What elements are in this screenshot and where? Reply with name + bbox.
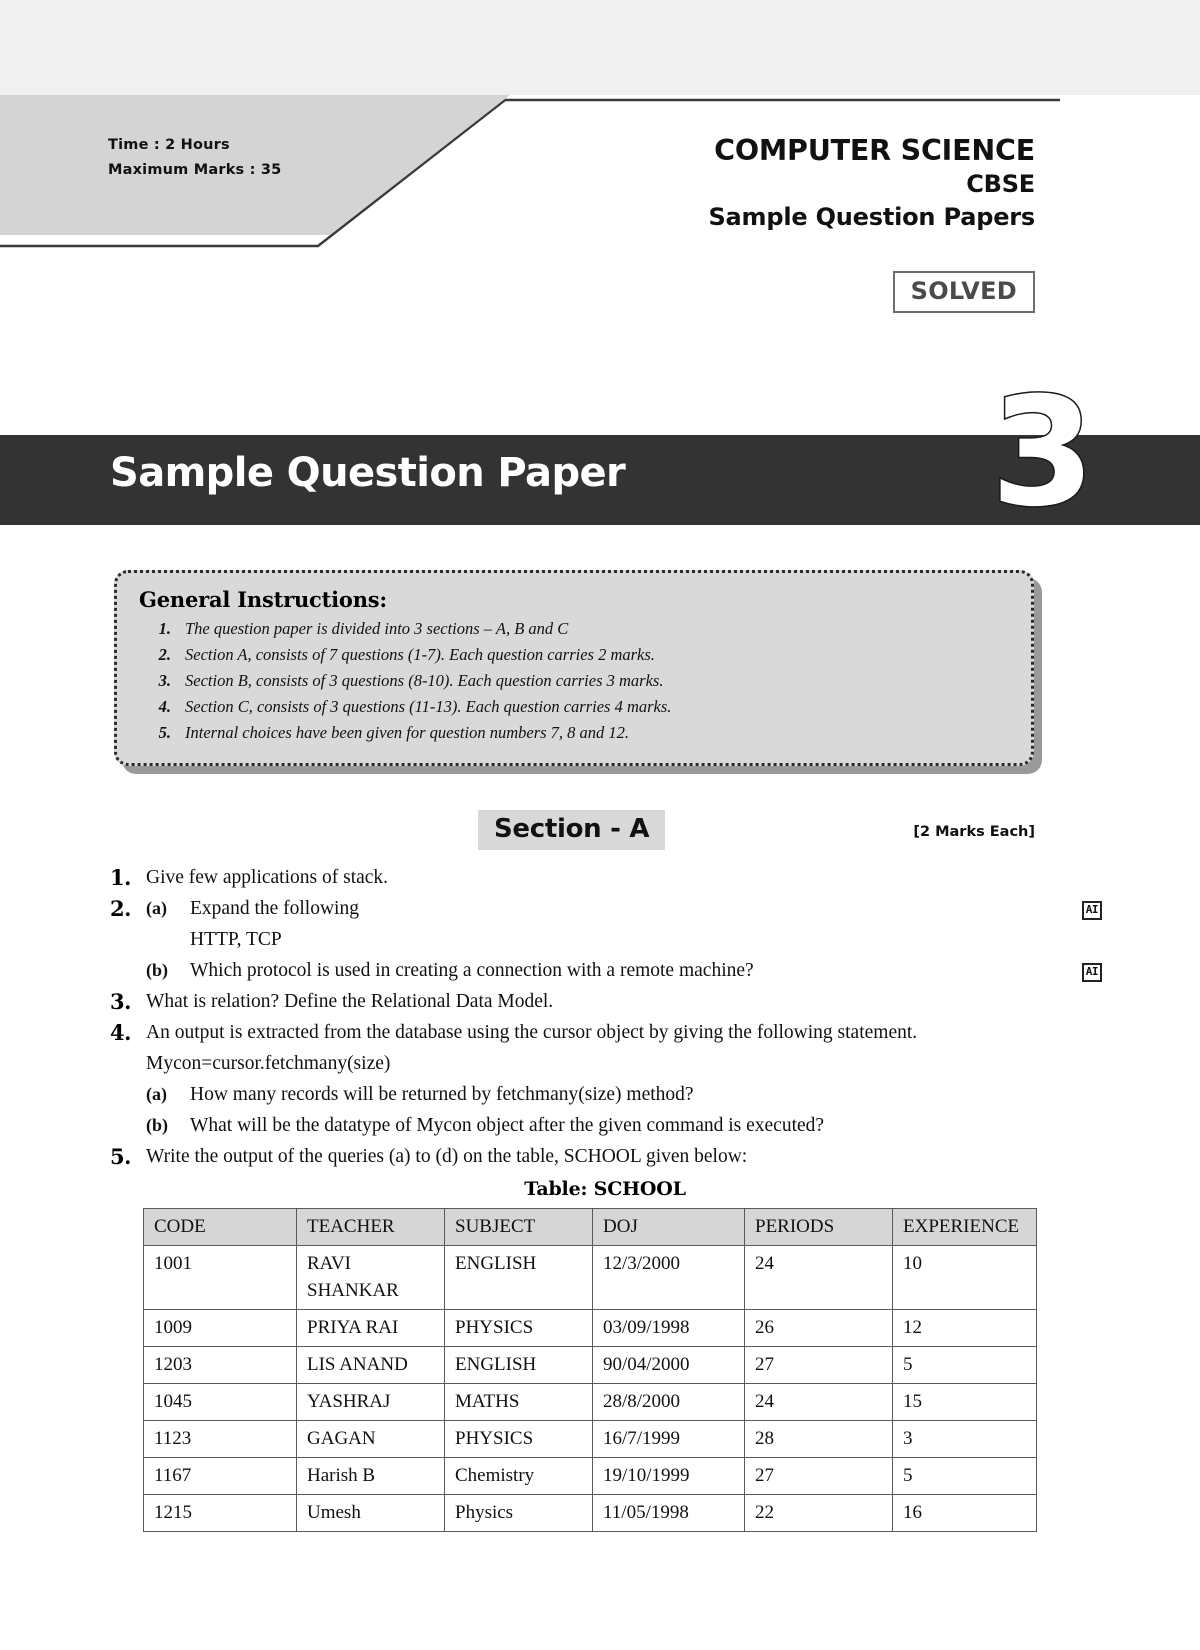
instruction-text: Section A, consists of 7 questions (1-7). Each question carries 2 marks. — [185, 645, 655, 664]
instruction-number: 4. — [158, 697, 171, 716]
document-type-label: Sample Question Papers — [708, 203, 1035, 231]
cell-subject: PHYSICS — [445, 1310, 593, 1347]
sub-label: (b) — [146, 960, 168, 980]
column-header-periods: PERIODS — [745, 1209, 893, 1246]
table-row — [144, 1495, 1037, 1532]
instruction-number: 2. — [158, 645, 171, 664]
cell-doj: 19/10/1999 — [593, 1458, 745, 1495]
sub-label: (a) — [146, 1084, 167, 1104]
question-4 — [110, 1017, 1100, 1141]
table-row — [144, 1384, 1037, 1421]
ai-icon: AI — [1082, 901, 1102, 920]
cell-experience: 5 — [893, 1347, 1037, 1384]
cell-subject: ENGLISH — [445, 1246, 593, 1310]
cell-teacher: Umesh — [297, 1495, 445, 1532]
table-row — [144, 1347, 1037, 1384]
instructions-heading: General Instructions: — [139, 587, 387, 612]
cell-teacher: YASHRAJ — [297, 1384, 445, 1421]
cell-subject: Chemistry — [445, 1458, 593, 1495]
cell-periods: 27 — [745, 1458, 893, 1495]
maximum-marks-label: Maximum Marks : 35 — [108, 162, 282, 178]
cell-teacher: GAGAN — [297, 1421, 445, 1458]
section-a-heading: Section - A — [478, 810, 665, 850]
instruction-number: 5. — [158, 723, 171, 742]
cell-doj: 90/04/2000 — [593, 1347, 745, 1384]
cell-periods: 27 — [745, 1347, 893, 1384]
instruction-text: Internal choices have been given for question numbers 7, 8 and 12. — [185, 723, 630, 742]
sub-text: How many records will be returned by fetchmany(size) method? — [190, 1084, 694, 1105]
table-row — [144, 1458, 1037, 1495]
sub-text: Expand the following — [190, 898, 359, 919]
cell-experience: 3 — [893, 1421, 1037, 1458]
cell-subject: MATHS — [445, 1384, 593, 1421]
sub-text: What will be the datatype of Mycon object after the given command is executed? — [190, 1115, 825, 1136]
cell-doj: 28/8/2000 — [593, 1384, 745, 1421]
cell-experience: 10 — [893, 1246, 1037, 1310]
sub-label: (a) — [146, 898, 167, 918]
question-5 — [110, 1141, 1100, 1172]
instructions-list — [139, 616, 1011, 746]
instruction-text: Section B, consists of 3 questions (8-10). Each question carries 3 marks. — [185, 671, 664, 690]
question-number: 2. — [110, 896, 131, 921]
time-label: Time : 2 Hours — [108, 137, 230, 153]
cell-code: 1215 — [144, 1495, 297, 1532]
instruction-item — [139, 694, 1011, 720]
question-2-part-b — [146, 955, 1100, 986]
instruction-item — [139, 642, 1011, 668]
cell-teacher: Harish B — [297, 1458, 445, 1495]
cell-doj: 16/7/1999 — [593, 1421, 745, 1458]
cell-experience: 12 — [893, 1310, 1037, 1347]
questions-list — [110, 862, 1100, 1532]
table-row — [144, 1310, 1037, 1347]
sub-label: (b) — [146, 1115, 168, 1135]
cell-doj: 03/09/1998 — [593, 1310, 745, 1347]
cell-doj: 12/3/2000 — [593, 1246, 745, 1310]
paper-heading — [708, 134, 1035, 234]
question-text: Write the output of the queries (a) to (d) on the table, SCHOOL given below: — [146, 1146, 748, 1167]
subject-title: COMPUTER SCIENCE — [714, 134, 1035, 167]
question-4-part-b — [146, 1110, 1100, 1141]
general-instructions-box — [114, 570, 1034, 766]
solved-badge: SOLVED — [893, 271, 1035, 313]
page-title: Sample Question Paper — [110, 450, 626, 496]
instruction-item — [139, 668, 1011, 694]
question-2-a-detail: HTTP, TCP — [190, 929, 282, 950]
cell-periods: 24 — [745, 1384, 893, 1421]
cell-code: 1167 — [144, 1458, 297, 1495]
cell-periods: 24 — [745, 1246, 893, 1310]
question-text: Give few applications of stack. — [146, 867, 389, 888]
board-label: CBSE — [966, 170, 1035, 198]
ai-icon: AI — [1082, 963, 1102, 982]
section-marks-note: [2 Marks Each] — [913, 824, 1035, 840]
paper-number: 3 — [990, 366, 1095, 540]
question-number: 3. — [110, 989, 131, 1014]
instruction-item — [139, 720, 1011, 746]
instruction-number: 1. — [158, 619, 171, 638]
cell-experience: 15 — [893, 1384, 1037, 1421]
instruction-text: Section C, consists of 3 questions (11-13). Each question carries 4 marks. — [185, 697, 672, 716]
table-row — [144, 1421, 1037, 1458]
table-header-row — [144, 1209, 1037, 1246]
question-3 — [110, 986, 1100, 1017]
question-1 — [110, 862, 1100, 893]
cell-subject: ENGLISH — [445, 1347, 593, 1384]
question-text: What is relation? Define the Relational Data Model. — [146, 991, 554, 1012]
instruction-text: The question paper is divided into 3 sections – A, B and C — [185, 619, 569, 638]
top-background-band — [0, 0, 1200, 95]
exam-meta — [108, 133, 281, 183]
table-row — [144, 1246, 1037, 1310]
question-4-code: Mycon=cursor.fetchmany(size) — [146, 1053, 391, 1074]
cell-teacher: PRIYA RAI — [297, 1310, 445, 1347]
cell-teacher — [297, 1246, 445, 1310]
cell-code: 1045 — [144, 1384, 297, 1421]
cell-periods: 28 — [745, 1421, 893, 1458]
instruction-item — [139, 616, 1011, 642]
cell-periods: 22 — [745, 1495, 893, 1532]
question-2 — [110, 893, 1100, 986]
school-table — [143, 1208, 1037, 1532]
cell-code: 1203 — [144, 1347, 297, 1384]
column-header-experience: EXPERIENCE — [893, 1209, 1037, 1246]
cell-code: 1009 — [144, 1310, 297, 1347]
cell-teacher-text: RAVI SHANKAR — [307, 1253, 399, 1301]
instruction-number: 3. — [158, 671, 171, 690]
question-4-part-a — [146, 1079, 1100, 1110]
column-header-subject: SUBJECT — [445, 1209, 593, 1246]
question-2-part-a — [146, 893, 1100, 924]
cell-code: 1123 — [144, 1421, 297, 1458]
cell-subject: Physics — [445, 1495, 593, 1532]
column-header-code: CODE — [144, 1209, 297, 1246]
cell-periods: 26 — [745, 1310, 893, 1347]
cell-experience: 16 — [893, 1495, 1037, 1532]
cell-teacher: LIS ANAND — [297, 1347, 445, 1384]
cell-subject: PHYSICS — [445, 1421, 593, 1458]
sub-text: Which protocol is used in creating a connection with a remote machine? — [190, 960, 754, 981]
cell-doj: 11/05/1998 — [593, 1495, 745, 1532]
question-number: 5. — [110, 1144, 131, 1169]
table-caption: Table: SCHOOL — [524, 1178, 686, 1200]
question-number: 1. — [110, 865, 131, 890]
column-header-doj: DOJ — [593, 1209, 745, 1246]
cell-code: 1001 — [144, 1246, 297, 1310]
cell-experience: 5 — [893, 1458, 1037, 1495]
question-text: An output is extracted from the database using the cursor object by giving the following statement. — [146, 1022, 918, 1043]
column-header-teacher: TEACHER — [297, 1209, 445, 1246]
question-number: 4. — [110, 1020, 131, 1045]
